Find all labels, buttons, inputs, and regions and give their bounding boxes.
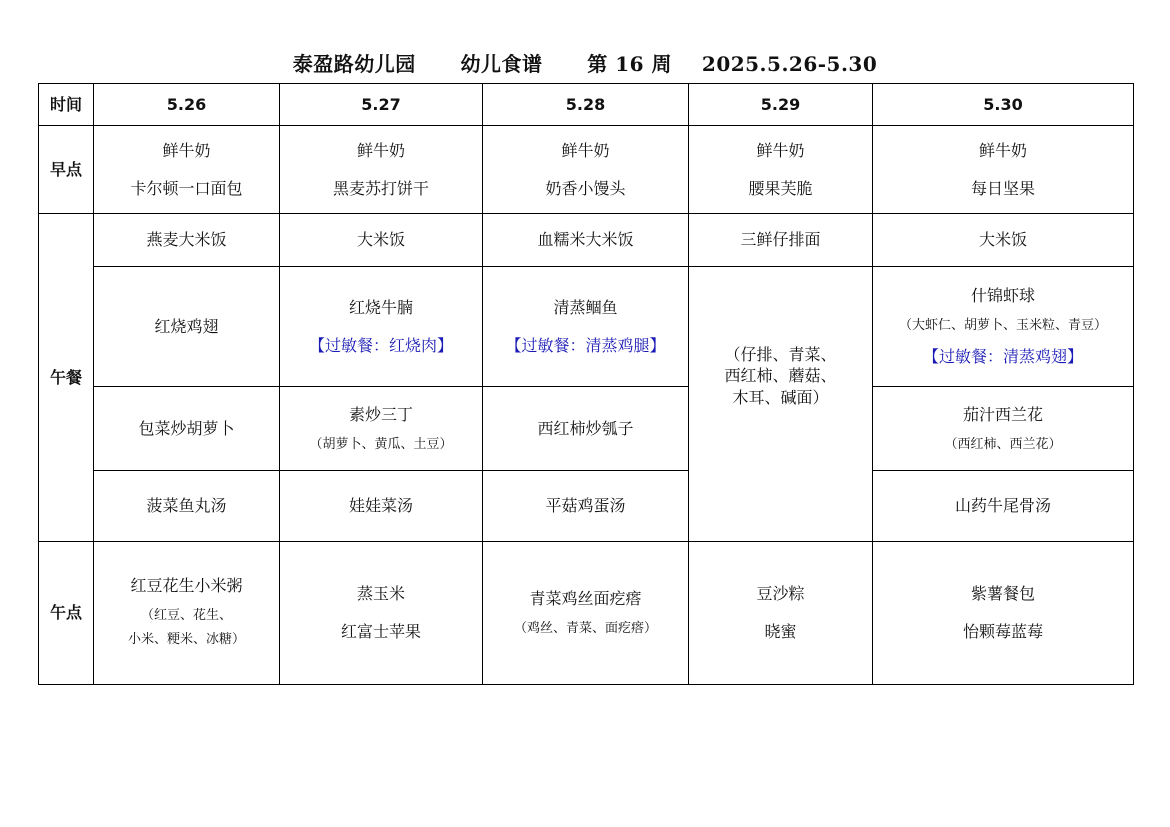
allergy-alternative: 【过敏餐：红烧肉】 bbox=[308, 335, 453, 355]
breakfast-item: 鲜牛奶 bbox=[978, 140, 1027, 160]
breakfast-cell bbox=[689, 126, 873, 214]
lunch-veg: 西红柿炒瓠子 bbox=[483, 387, 689, 471]
breakfast-cell bbox=[873, 126, 1134, 214]
snack-item: 晓蜜 bbox=[764, 622, 797, 641]
snack-cell bbox=[94, 542, 280, 685]
ingredient-note: （西红柿、西兰花） bbox=[944, 436, 1062, 452]
snack-cell bbox=[483, 542, 689, 685]
lunch-veg-row bbox=[39, 387, 1134, 471]
date-header: 5.30 bbox=[873, 84, 1134, 126]
lunch-soup: 菠菜鱼丸汤 bbox=[94, 471, 280, 542]
breakfast-item: 鲜牛奶 bbox=[162, 140, 211, 160]
breakfast-item: 腰果芙脆 bbox=[748, 178, 813, 198]
lunch-main-cell bbox=[483, 267, 689, 387]
lunch-soup: 平菇鸡蛋汤 bbox=[483, 471, 689, 542]
snack-item: 豆沙粽 bbox=[756, 584, 805, 604]
lunch-main: 什锦虾球 bbox=[970, 286, 1035, 306]
lunch-staple: 三鲜仔排面 bbox=[689, 214, 873, 267]
time-header: 时间 bbox=[39, 84, 94, 126]
lunch-soup: 娃娃菜汤 bbox=[280, 471, 483, 542]
lunch-main-cell bbox=[873, 267, 1134, 387]
lunch-veg: 包菜炒胡萝卜 bbox=[94, 387, 280, 471]
lunch-main: 清蒸鲴鱼 bbox=[553, 297, 618, 317]
snack-cell bbox=[873, 542, 1134, 685]
lunch-veg-cell bbox=[280, 387, 483, 471]
lunch-veg: 素炒三丁 bbox=[348, 404, 413, 424]
ingredient-line: （红豆、花生、 bbox=[140, 608, 232, 624]
lunch-soup-row bbox=[39, 471, 1134, 542]
ingredient-note: （大虾仁、胡萝卜、玉米粒、青豆） bbox=[898, 317, 1107, 333]
snack-item: 红豆花生小米粥 bbox=[130, 575, 243, 595]
breakfast-row bbox=[39, 126, 1134, 214]
noodle-ingredients-cell bbox=[689, 267, 873, 542]
lunch-main-cell bbox=[280, 267, 483, 387]
snack-cell bbox=[280, 542, 483, 685]
page-title: 泰盈路幼儿园 幼儿食谱 第 16 周 2025.5.26-5.30 bbox=[292, 52, 878, 76]
ingredient-line: 小米、粳米、冰糖） bbox=[127, 631, 245, 647]
lunch-main-row bbox=[39, 267, 1134, 387]
lunch-staple-row bbox=[39, 214, 1134, 267]
ingredient-line: 木耳、碱面） bbox=[732, 387, 829, 407]
lunch-staple: 大米饭 bbox=[280, 214, 483, 267]
snack-item: 紫薯餐包 bbox=[970, 584, 1035, 604]
ingredient-note: （胡萝卜、黄瓜、土豆） bbox=[309, 436, 453, 452]
breakfast-cell bbox=[94, 126, 280, 214]
lunch-staple: 血糯米大米饭 bbox=[483, 214, 689, 267]
snack-item: 红富士苹果 bbox=[340, 622, 421, 641]
date-header: 5.26 bbox=[94, 84, 280, 126]
breakfast-item: 鲜牛奶 bbox=[756, 140, 805, 160]
header-row bbox=[39, 84, 1134, 126]
date-header: 5.29 bbox=[689, 84, 873, 126]
breakfast-item: 黑麦苏打饼干 bbox=[332, 178, 429, 198]
menu-table bbox=[38, 83, 1134, 685]
lunch-label: 午餐 bbox=[39, 214, 94, 542]
lunch-staple: 大米饭 bbox=[873, 214, 1134, 267]
ingredient-note bbox=[98, 604, 275, 651]
breakfast-label: 早点 bbox=[39, 126, 94, 214]
ingredient-line: （仔排、青菜、 bbox=[724, 344, 837, 364]
breakfast-item: 奶香小馒头 bbox=[545, 178, 626, 198]
snack-item: 蒸玉米 bbox=[356, 584, 405, 604]
lunch-main: 红烧牛腩 bbox=[348, 297, 413, 317]
breakfast-item: 鲜牛奶 bbox=[356, 140, 405, 160]
snack-row bbox=[39, 542, 1134, 685]
breakfast-cell bbox=[483, 126, 689, 214]
snack-item: 青菜鸡丝面疙瘩 bbox=[529, 589, 642, 609]
ingredient-note: （鸡丝、青菜、面疙瘩） bbox=[513, 621, 657, 637]
lunch-staple: 燕麦大米饭 bbox=[94, 214, 280, 267]
lunch-soup: 山药牛尾骨汤 bbox=[873, 471, 1134, 542]
allergy-alternative: 【过敏餐：清蒸鸡翅】 bbox=[922, 347, 1083, 367]
lunch-veg: 茄汁西兰花 bbox=[962, 404, 1043, 424]
snack-label: 午点 bbox=[39, 542, 94, 685]
breakfast-item: 卡尔顿一口面包 bbox=[130, 178, 243, 198]
spacer bbox=[693, 408, 868, 464]
snack-item: 怡颗莓蓝莓 bbox=[962, 622, 1043, 641]
breakfast-item: 鲜牛奶 bbox=[561, 140, 610, 160]
lunch-main: 红烧鸡翅 bbox=[94, 267, 280, 387]
breakfast-cell bbox=[280, 126, 483, 214]
ingredient-line: 西红柿、蘑菇、 bbox=[724, 366, 837, 386]
date-header: 5.28 bbox=[483, 84, 689, 126]
snack-cell bbox=[689, 542, 873, 685]
allergy-alternative: 【过敏餐：清蒸鸡腿】 bbox=[505, 335, 666, 355]
lunch-veg-cell bbox=[873, 387, 1134, 471]
date-header: 5.27 bbox=[280, 84, 483, 126]
breakfast-item: 每日坚果 bbox=[970, 178, 1035, 198]
